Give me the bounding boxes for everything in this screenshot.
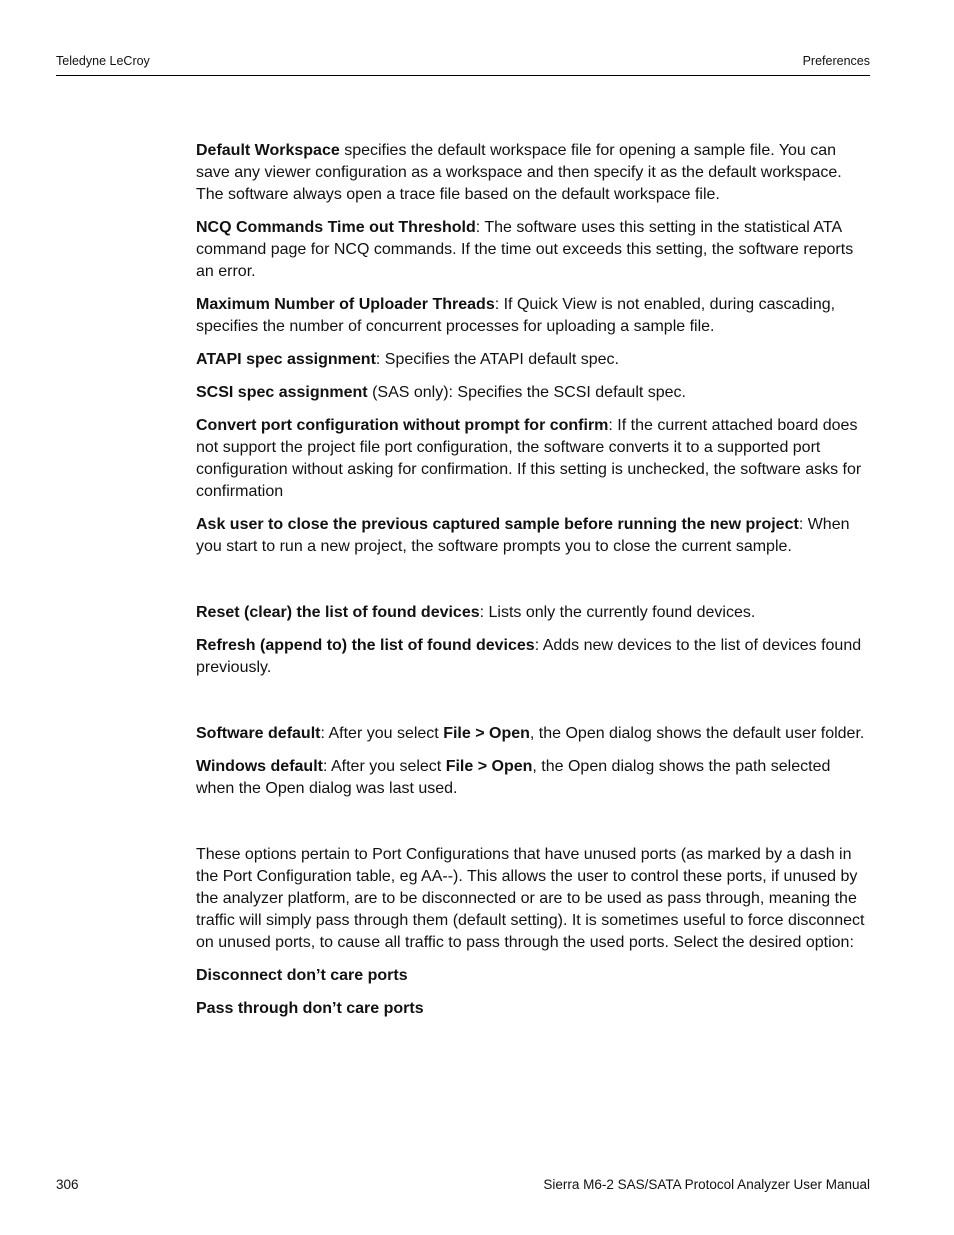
pass-through-ports-option bbox=[196, 998, 870, 1020]
term: Reset (clear) the list of found devices bbox=[196, 604, 480, 621]
ask-close-sample-paragraph bbox=[196, 514, 870, 558]
description: : Lists only the currently found devices. bbox=[479, 604, 756, 621]
scsi-spec-paragraph bbox=[196, 382, 870, 404]
description: : The software uses this setting in the statistical ATA command page for NCQ commands. If the time out exceeds this setting, the software reports an error. bbox=[196, 219, 854, 280]
reset-devices-paragraph bbox=[196, 602, 870, 624]
windows-default-paragraph bbox=[196, 756, 870, 800]
description: : After you select bbox=[322, 758, 446, 775]
term: Default Workspace bbox=[196, 142, 340, 159]
page-footer bbox=[56, 1177, 870, 1197]
description: : If Quick View is not enabled, during cascading, specifies the number of concurrent processes for uploading a sample file. bbox=[196, 296, 836, 335]
default-workspace-paragraph bbox=[196, 140, 870, 206]
description: , the Open dialog shows the default user folder. bbox=[529, 725, 865, 742]
term: Windows default bbox=[196, 758, 323, 775]
menu-path: File > Open bbox=[445, 758, 533, 775]
term: NCQ Commands Time out Threshold bbox=[196, 219, 476, 236]
header-divider bbox=[56, 75, 870, 76]
manual-title: Sierra M6-2 SAS/SATA Protocol Analyzer User Manual bbox=[543, 1177, 870, 1192]
convert-port-config-paragraph bbox=[196, 415, 870, 503]
term: ATAPI spec assignment bbox=[196, 351, 376, 368]
term: Convert port configuration without prompt for confirm bbox=[196, 417, 609, 434]
atapi-spec-paragraph bbox=[196, 349, 870, 371]
term: Ask user to close the previous captured sample before running the new project bbox=[196, 516, 799, 533]
term: SCSI spec assignment bbox=[196, 384, 368, 401]
description: (SAS only): Specifies the SCSI default spec. bbox=[367, 384, 686, 401]
page-number: 306 bbox=[56, 1177, 79, 1192]
description: : Adds new devices to the list of devices found previously. bbox=[196, 637, 862, 676]
header-section: Preferences bbox=[802, 54, 870, 68]
ncq-threshold-paragraph bbox=[196, 217, 870, 283]
header-company: Teledyne LeCroy bbox=[56, 54, 150, 68]
port-options-paragraph: These options pertain to Port Configurations that have unused ports (as marked by a dash in the Port Configuration table, eg AA--). This allows the user to control these ports, if unused by the analyzer platform, are to be disconnected or are to be used as pass through, meaning the traffic will simply pass through them (default setting). It is sometimes useful to force disconnect on unused ports, to cause all traffic to pass through the used ports. Select the desired option: bbox=[196, 846, 865, 951]
description: : After you select bbox=[320, 725, 444, 742]
disconnect-ports-option bbox=[196, 965, 870, 987]
term: Refresh (append to) the list of found devices bbox=[196, 637, 535, 654]
description: , the Open dialog shows the path selected when the Open dialog was last used. bbox=[196, 758, 831, 797]
software-default-paragraph bbox=[196, 723, 870, 745]
term: Disconnect don’t care ports bbox=[196, 967, 408, 984]
menu-path: File > Open bbox=[443, 725, 530, 742]
refresh-devices-paragraph bbox=[196, 635, 870, 679]
description: : Specifies the ATAPI default spec. bbox=[375, 351, 619, 368]
page-header bbox=[56, 54, 870, 74]
page-body bbox=[196, 140, 870, 1031]
term: Maximum Number of Uploader Threads bbox=[196, 296, 495, 313]
description: : If the current attached board does not support the project file port configuration, the software converts it to a supported port configuration without asking for confirmation. If this setting is unchecked, the software asks for confirmation bbox=[196, 417, 862, 500]
term: Software default bbox=[196, 725, 321, 742]
uploader-threads-paragraph bbox=[196, 294, 870, 338]
term: Pass through don’t care ports bbox=[196, 1000, 424, 1017]
description: : When you start to run a new project, the software prompts you to close the current sample. bbox=[196, 516, 850, 555]
description: specifies the default workspace file for opening a sample file. You can save any viewer configuration as a workspace and then specify it as the default workspace. The software always open a trace file based on the default workspace file. bbox=[196, 142, 842, 203]
